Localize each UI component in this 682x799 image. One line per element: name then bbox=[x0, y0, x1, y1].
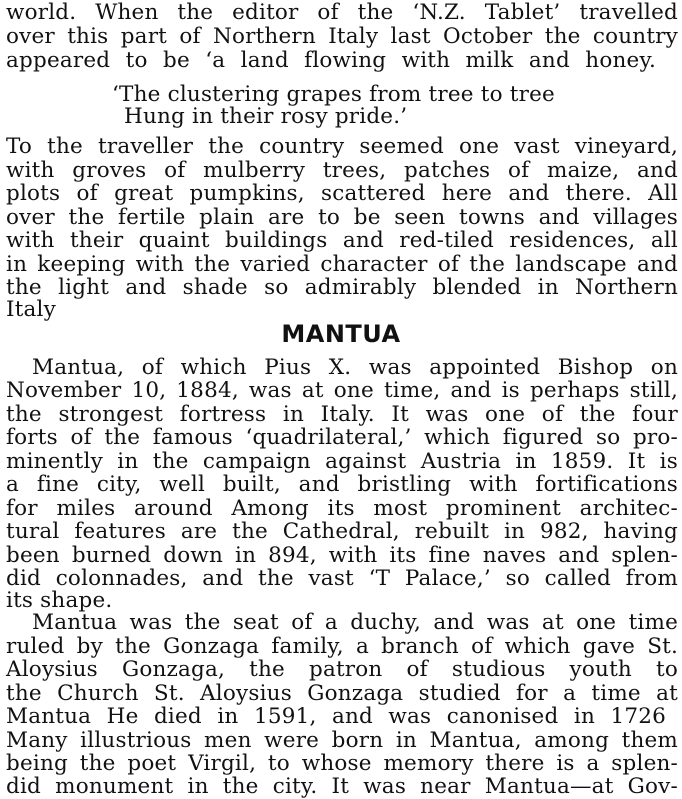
para3-line-8: did monument in the city. It was near Mantua—at Gov- bbox=[6, 774, 678, 799]
para1-line-1: To the traveller the country seemed one vast vineyard, bbox=[6, 134, 678, 159]
para2-line-9: been burned down in 894, with its fine naves and splen- bbox=[6, 543, 678, 568]
section-heading: MANTUA bbox=[281, 320, 401, 348]
para2-line-7: for miles around Among its most prominent architec- bbox=[6, 496, 678, 521]
para1-line-7: the light and shade so admirably blended in Northern bbox=[6, 275, 678, 300]
para2-line-2: November 10, 1884, was at one time, and is perhaps still, bbox=[6, 378, 678, 403]
quote-line-2: Hung in their rosy pride.’ bbox=[124, 104, 408, 129]
para3-line-7: being the poet Virgil, to whose memory there is a splen- bbox=[6, 751, 678, 776]
para1-line-3: plots of great pumpkins, scattered here and there. All bbox=[6, 181, 678, 206]
quote-line-1: ‘The clustering grapes from tree to tree bbox=[112, 82, 555, 107]
para2-line-5: minently in the campaign against Austria in 1859. It is bbox=[6, 449, 678, 474]
intro-line-2: over this part of Northern Italy last October the country bbox=[6, 24, 678, 49]
para2-line-4: forts of the famous ‘quadrilateral,’ which figured so pro- bbox=[6, 425, 678, 450]
para2-line-8: tural features are the Cathedral, rebuilt in 982, having bbox=[6, 519, 678, 544]
para3-line-6: Many illustrious men were born in Mantua, among them bbox=[6, 728, 678, 753]
para2-line-6: a fine city, well built, and bristling with fortifications bbox=[6, 472, 678, 497]
para2-line-11: its shape. bbox=[6, 588, 113, 613]
para2-line-1: Mantua, of which Pius X. was appointed Bishop on bbox=[32, 355, 678, 380]
para1-line-8: Italy bbox=[6, 297, 56, 322]
para3-line-3: Aloysius Gonzaga, the patron of studious youth to bbox=[6, 657, 678, 682]
para3-line-1: Mantua was the seat of a duchy, and was at one time bbox=[32, 610, 678, 635]
para3-line-2: ruled by the Gonzaga family, a branch of which gave St. bbox=[6, 634, 678, 659]
para3-line-5: Mantua He died in 1591, and was canonised in 1726 bbox=[6, 704, 666, 729]
para1-line-5: with their quaint buildings and red-tiled residences, all bbox=[6, 228, 678, 253]
para2-line-10: did colonnades, and the vast ‘T Palace,’ so called from bbox=[6, 566, 678, 591]
para2-line-3: the strongest fortress in Italy. It was one of the four bbox=[6, 402, 678, 427]
para3-line-4: the Church St. Aloysius Gonzaga studied for a time at bbox=[6, 681, 678, 706]
para1-line-4: over the fertile plain are to be seen towns and villages bbox=[6, 205, 678, 230]
para1-line-2: with groves of mulberry trees, patches of maize, and bbox=[6, 158, 678, 183]
intro-line-3: appeared to be ‘a land flowing with milk and honey. bbox=[6, 48, 656, 73]
intro-line-1: world. When the editor of the ‘N.Z. Tablet’ travelled bbox=[6, 0, 678, 25]
para1-line-6: in keeping with the varied character of the landscape and bbox=[6, 252, 678, 277]
